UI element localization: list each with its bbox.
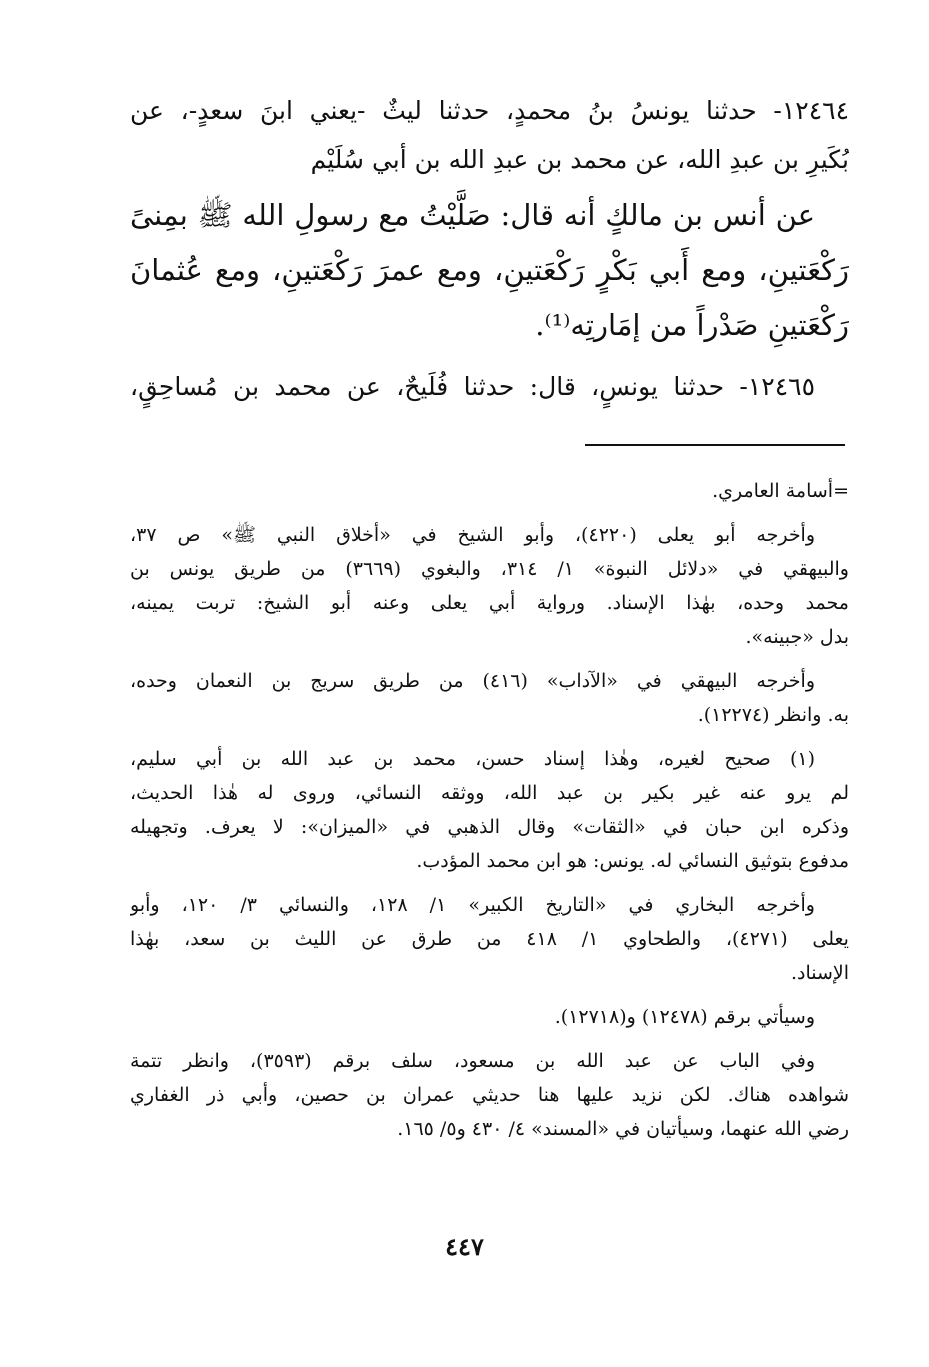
text-line: الإسناد. <box>790 962 849 984</box>
page-number: ٤٤٧ <box>445 1232 484 1261</box>
text-line: يعلى (٤٢٧١)، والطحاوي ١/ ٤١٨ من طرق عن الليث بن سعد، بهٰذا <box>130 928 849 950</box>
text-line: رَكْعَتينِ صَدْراً من إمَارتِه⁽¹⁾. <box>535 308 849 342</box>
text-line: وأخرجه أبو يعلى (٤٢٢٠)، وأبو الشيخ في «أخلاق النبي ﷺ» ص ٣٧، <box>130 524 816 546</box>
text-line: لم يرو عنه غير بكير بن عبد الله، ووثقه النسائي، وروى له هٰذا الحديث، <box>130 782 849 804</box>
footnote-divider <box>585 444 845 446</box>
text-line: وأخرجه البيهقي في «الآداب» (٤١٦) من طريق سريج بن النعمان وحده، <box>130 670 815 692</box>
text-line: وأخرجه البخاري في «التاريخ الكبير» ١/ ١٢٨، والنسائي ٣/ ١٢٠، وأبو <box>130 894 815 916</box>
footnote-paragraph <box>130 518 849 654</box>
text-line: به. وانظر (١٢٢٧٤). <box>697 704 849 726</box>
text-line: وسيأتي برقم (١٢٤٧٨) و(١٢٧١٨). <box>554 1006 815 1028</box>
hadith-12464-isnad <box>130 86 849 184</box>
text-line: رَكْعَتينِ، ومع أَبي بَكْرٍ رَكْعَتينِ، ومع عمرَ رَكْعَتينِ، ومع عُثمانَ <box>130 253 849 287</box>
text-line: وفي الباب عن عبد الله بن مسعود، سلف برقم (٣٥٩٣)، وانظر تتمة <box>130 1050 815 1072</box>
text-line: =أسامة العامري. <box>712 480 849 502</box>
text-line: (١) صحيح لغيره، وهٰذا إسناد حسن، محمد بن عبد الله بن أبي سليم، <box>130 748 815 770</box>
text-line: بدل «جبينه». <box>745 626 849 648</box>
hadith-12464-matn <box>130 188 849 353</box>
footnote-paragraph <box>130 888 849 990</box>
text-line: شواهده هناك. لكن نزيد عليها هنا حديثي عمران بن حصين، وأبي ذر الغفاري <box>130 1084 849 1106</box>
footnote-paragraph <box>130 742 849 878</box>
text-line: عن أنس بن مالكٍ أنه قال: صَلَّيْتُ مع رسولِ الله ﷺ بمِنىً <box>130 198 815 232</box>
hadith-12465-isnad <box>130 362 849 411</box>
text-line: محمد وحده، بهٰذا الإسناد. ورواية أبي يعلى وعنه أبو الشيخ: تربت يمينه، <box>130 592 849 614</box>
text-line: والبيهقي في «دلائل النبوة» ١/ ٣١٤، والبغوي (٣٦٦٩) من طريق يونس بن <box>130 558 849 580</box>
text-line: مدفوع بتوثيق النسائي له. يونس: هو ابن محمد المؤدب. <box>416 850 849 872</box>
footnote-paragraph <box>130 1044 849 1146</box>
text-line: ١٢٤٦٥- حدثنا يونسٍ، قال: حدثنا فُلَيحٌ، عن محمد بن مُساحِقٍ، <box>130 372 815 401</box>
text-line: رضي الله عنهما، وسيأتيان في «المسند» ٤/ ٤٣٠ و٥/ ١٦٥. <box>397 1118 849 1140</box>
footnote-paragraph <box>130 664 849 732</box>
footnote-paragraph <box>130 1000 849 1034</box>
footnotes <box>130 474 849 1156</box>
text-line: بُكَيرِ بن عبدِ الله، عن محمد بن عبدِ الله بن أبي سُلَيْم <box>310 145 849 174</box>
text-line: ١٢٤٦٤- حدثنا يونسُ بنُ محمدٍ، حدثنا ليثٌ -يعني ابنَ سعدٍ-، عن <box>130 96 849 125</box>
footnote-paragraph <box>130 474 849 508</box>
text-line: وذكره ابن حبان في «الثقات» وقال الذهبي في «الميزان»: لا يعرف. وتجهيله <box>130 816 849 838</box>
